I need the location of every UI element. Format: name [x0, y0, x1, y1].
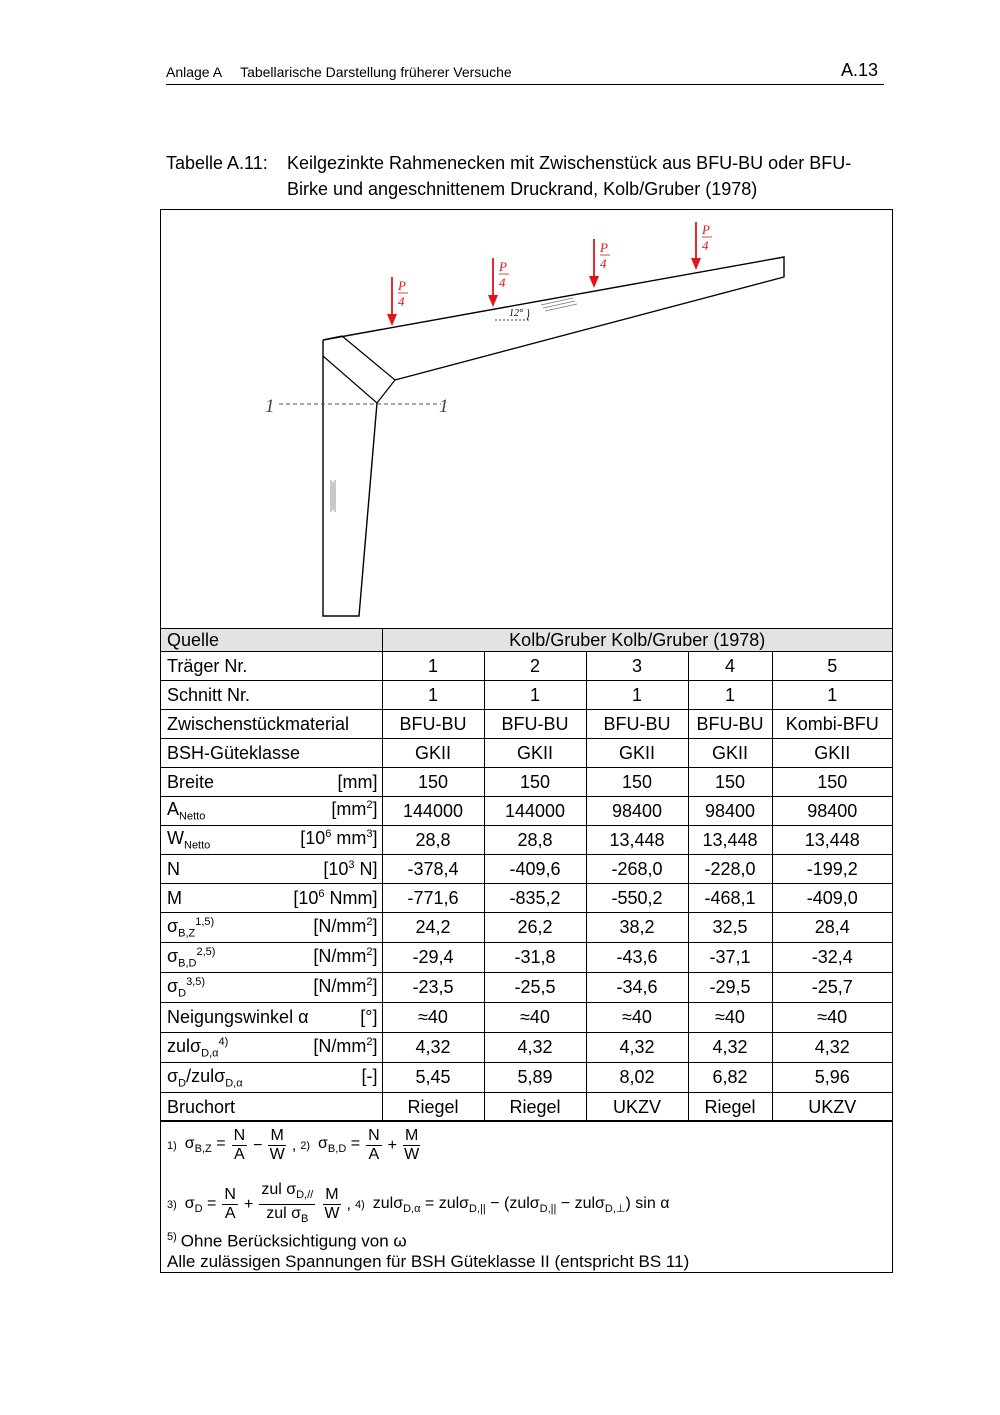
table-row: [161, 884, 892, 913]
cell: -29,4: [382, 943, 484, 973]
cell: -550,2: [586, 884, 688, 913]
cell: 32,5: [688, 913, 772, 943]
cell: 5,89: [484, 1063, 586, 1093]
svg-text:12°: 12°: [509, 308, 523, 319]
row-label: [161, 826, 382, 855]
table-row-source: [161, 629, 892, 652]
row-label: Träger Nr.: [161, 652, 382, 681]
cell: 4,32: [688, 1033, 772, 1063]
table-row: [161, 1063, 892, 1093]
row-unit: [-]: [361, 1065, 378, 1086]
cell: GKII: [382, 739, 484, 768]
column-outline: [323, 336, 377, 616]
cell: 150: [382, 768, 484, 797]
row-label: Schnitt Nr.: [161, 681, 382, 710]
row-label: Quelle: [161, 629, 382, 652]
row-label-text: $\sigma_{B,D}^{2,5)}$: [167, 945, 216, 970]
cell: 5,96: [772, 1063, 892, 1093]
cell: UKZV: [586, 1093, 688, 1122]
row-unit: $[N/mm^2]$: [313, 975, 378, 996]
row-label: [161, 1063, 382, 1093]
cell: 38,2: [586, 913, 688, 943]
grain-marks: [331, 298, 577, 512]
cell: ≈40: [688, 1003, 772, 1033]
test-data-table: [161, 628, 892, 1122]
row-unit: [$10^3$ N]: [323, 858, 378, 879]
annex-label: Anlage A: [166, 64, 223, 80]
cell: 150: [586, 768, 688, 797]
cell: 1: [382, 652, 484, 681]
cell: -29,5: [688, 973, 772, 1003]
cell: 150: [688, 768, 772, 797]
cell: -409,6: [484, 855, 586, 884]
row-label: [161, 913, 382, 943]
cell: 1: [772, 681, 892, 710]
cell: 28,8: [484, 826, 586, 855]
cell: 150: [484, 768, 586, 797]
row-label: [161, 855, 382, 884]
svg-text:P: P: [499, 259, 507, 274]
cell: 4: [688, 652, 772, 681]
cell: -199,2: [772, 855, 892, 884]
cell: -25,7: [772, 973, 892, 1003]
caption-text: Keilgezinkte Rahmenecken mit Zwischenstück aus BFU-BU oder BFU-Birke und angeschnittenem Druckrand, Kolb/Gruber (1978): [287, 153, 852, 199]
row-unit: $[N/mm^2]$: [313, 915, 378, 936]
cell: 144000: [484, 797, 586, 826]
cell: 1: [688, 681, 772, 710]
cell: 28,8: [382, 826, 484, 855]
cell: 3: [586, 652, 688, 681]
cell: Kombi-BFU: [772, 710, 892, 739]
cell: 6,82: [688, 1063, 772, 1093]
cell: 1: [484, 681, 586, 710]
cell: ≈40: [772, 1003, 892, 1033]
cell: Riegel: [688, 1093, 772, 1122]
page-header: [166, 60, 884, 85]
row-label: [161, 943, 382, 973]
svg-text:4: 4: [398, 294, 405, 309]
table-row: [161, 855, 892, 884]
row-unit: $[mm^2]$: [331, 799, 378, 820]
row-label: [161, 973, 382, 1003]
table-row: [161, 797, 892, 826]
cell: 4,32: [484, 1033, 586, 1063]
load-arrow-4: [691, 222, 712, 270]
cell: 1: [586, 681, 688, 710]
svg-text:4: 4: [600, 256, 607, 271]
cell: -228,0: [688, 855, 772, 884]
finger-joint-lines: [323, 336, 395, 403]
cell: GKII: [586, 739, 688, 768]
cell: BFU-BU: [484, 710, 586, 739]
svg-text:4: 4: [499, 275, 506, 290]
cell: 5,45: [382, 1063, 484, 1093]
row-unit: [$10^6$ Nmm]: [293, 887, 378, 908]
angle-marker: [495, 308, 529, 320]
cell: Riegel: [484, 1093, 586, 1122]
cell: BFU-BU: [586, 710, 688, 739]
table-row: [161, 652, 892, 681]
section-label-right: 1: [439, 396, 449, 417]
cell: 144000: [382, 797, 484, 826]
cell: 13,448: [688, 826, 772, 855]
cell: 98400: [586, 797, 688, 826]
row-label: [161, 1033, 382, 1063]
cell: -468,1: [688, 884, 772, 913]
cell: -771,6: [382, 884, 484, 913]
load-arrow-3: [589, 239, 610, 288]
row-label-text: $\sigma_D^{3,5)}$: [167, 975, 206, 1000]
cell: BFU-BU: [382, 710, 484, 739]
cell: 13,448: [772, 826, 892, 855]
cell: -34,6: [586, 973, 688, 1003]
table-row: [161, 681, 892, 710]
table-row: [161, 913, 892, 943]
table-row: [161, 1033, 892, 1063]
svg-text:4: 4: [702, 238, 709, 253]
row-unit: $[N/mm^2]$: [313, 945, 378, 966]
cell: -835,2: [484, 884, 586, 913]
row-label: [161, 797, 382, 826]
section-label-left: 1: [265, 396, 275, 417]
cell: UKZV: [772, 1093, 892, 1122]
row-label-text: $\sigma_D/zul\sigma_{D,\alpha}$: [167, 1065, 243, 1090]
table-row: [161, 1003, 892, 1033]
row-label-text: Neigungswinkel α: [167, 1007, 309, 1027]
cell: 2: [484, 652, 586, 681]
cell: Riegel: [382, 1093, 484, 1122]
cell: -43,6: [586, 943, 688, 973]
cell: ≈40: [382, 1003, 484, 1033]
svg-text:P: P: [600, 240, 608, 255]
table-row: [161, 1093, 892, 1122]
cell: 24,2: [382, 913, 484, 943]
row-unit: $[N/mm^2]$: [313, 1035, 378, 1056]
table-row: [161, 973, 892, 1003]
cell: BFU-BU: [688, 710, 772, 739]
source-value: Kolb/Gruber Kolb/Gruber (1978): [382, 629, 892, 652]
cell: 4,32: [772, 1033, 892, 1063]
row-unit: [$10^6$ $mm^3$]: [300, 828, 378, 849]
footnote-formulas-1-2: 1) $\sigma_{B,Z}$ = $\frac{N}{A}$ − $\frac{M}{W}$ , 2) $\sigma_{B,D}$ = $\frac{N}{A}$ + $\frac{M}{W}$: [167, 1127, 420, 1163]
row-unit: [°]: [360, 1007, 378, 1027]
cell: -23,5: [382, 973, 484, 1003]
row-label-text: M: [167, 887, 182, 908]
footnote-5-text: Ohne Berücksichtigung von ω: [180, 1231, 407, 1251]
row-label: Zwischenstückmaterial: [161, 710, 382, 739]
page-number: A.13: [840, 60, 878, 80]
cell: -409,0: [772, 884, 892, 913]
caption-label: Tabelle A.11:: [166, 153, 268, 173]
annex-title: Tabellarische Darstellung früherer Versuche: [240, 64, 512, 80]
svg-text:P: P: [702, 222, 710, 237]
footnote-5: $^{5)}$ Ohne Berücksichtigung von ω: [167, 1231, 407, 1251]
table-frame: [160, 209, 893, 1273]
cell: 26,2: [484, 913, 586, 943]
cell: 28,4: [772, 913, 892, 943]
cell: 98400: [772, 797, 892, 826]
row-label-text: $W_{Netto}$: [167, 828, 211, 852]
table-row: [161, 710, 892, 739]
row-label-text: $\sigma_{B,Z}^{1,5)}$: [167, 915, 215, 940]
cell: -268,0: [586, 855, 688, 884]
row-label: [161, 768, 382, 797]
row-label-text: N: [167, 858, 180, 879]
cell: GKII: [484, 739, 586, 768]
cell: -378,4: [382, 855, 484, 884]
svg-text:P: P: [398, 278, 406, 293]
footnote-6: Alle zulässigen Spannungen für BSH Güteklasse II (entspricht BS 11): [167, 1252, 690, 1271]
row-label-text: $A_{Netto}$: [167, 799, 206, 823]
cell: -32,4: [772, 943, 892, 973]
footnotes: [161, 1120, 892, 1273]
cell: 4,32: [586, 1033, 688, 1063]
load-arrow-1: [387, 277, 408, 326]
cell: GKII: [688, 739, 772, 768]
footnote-formulas-3-4: 3) $\sigma_D$ = $\frac{N}{A}$ + $\frac{zul \sigma_{D,//}}{zul \sigma_B}$ $\frac{M}{W}$ , 4) zulσ$_{D,\alpha}$ = zulσ$_{D,||}$ − (zulσ$_{D,||}$ − zulσ$_{D,\perp}$) sin α: [167, 1181, 670, 1226]
cell: -37,1: [688, 943, 772, 973]
cell: ≈40: [484, 1003, 586, 1033]
cell: 98400: [688, 797, 772, 826]
cell: -31,8: [484, 943, 586, 973]
cell: -25,5: [484, 973, 586, 1003]
row-label: [161, 884, 382, 913]
table-row: [161, 768, 892, 797]
cell: 4,32: [382, 1033, 484, 1063]
cell: 1: [382, 681, 484, 710]
row-label: BSH-Güteklasse: [161, 739, 382, 768]
cell: 150: [772, 768, 892, 797]
table-row: [161, 943, 892, 973]
row-label: [161, 1003, 382, 1033]
cell: GKII: [772, 739, 892, 768]
row-label: Bruchort: [161, 1093, 382, 1122]
row-label-text: Breite: [167, 771, 215, 792]
row-label-text: zulσ$_{D,\alpha}^{4)}$: [167, 1035, 229, 1060]
table-row: [161, 826, 892, 855]
cell: 8,02: [586, 1063, 688, 1093]
frame-corner-figure: [161, 210, 892, 628]
cell: 13,448: [586, 826, 688, 855]
load-arrow-2: [488, 258, 509, 307]
cell: 5: [772, 652, 892, 681]
cell: ≈40: [586, 1003, 688, 1033]
row-unit: [mm]: [337, 771, 378, 792]
table-row: [161, 739, 892, 768]
